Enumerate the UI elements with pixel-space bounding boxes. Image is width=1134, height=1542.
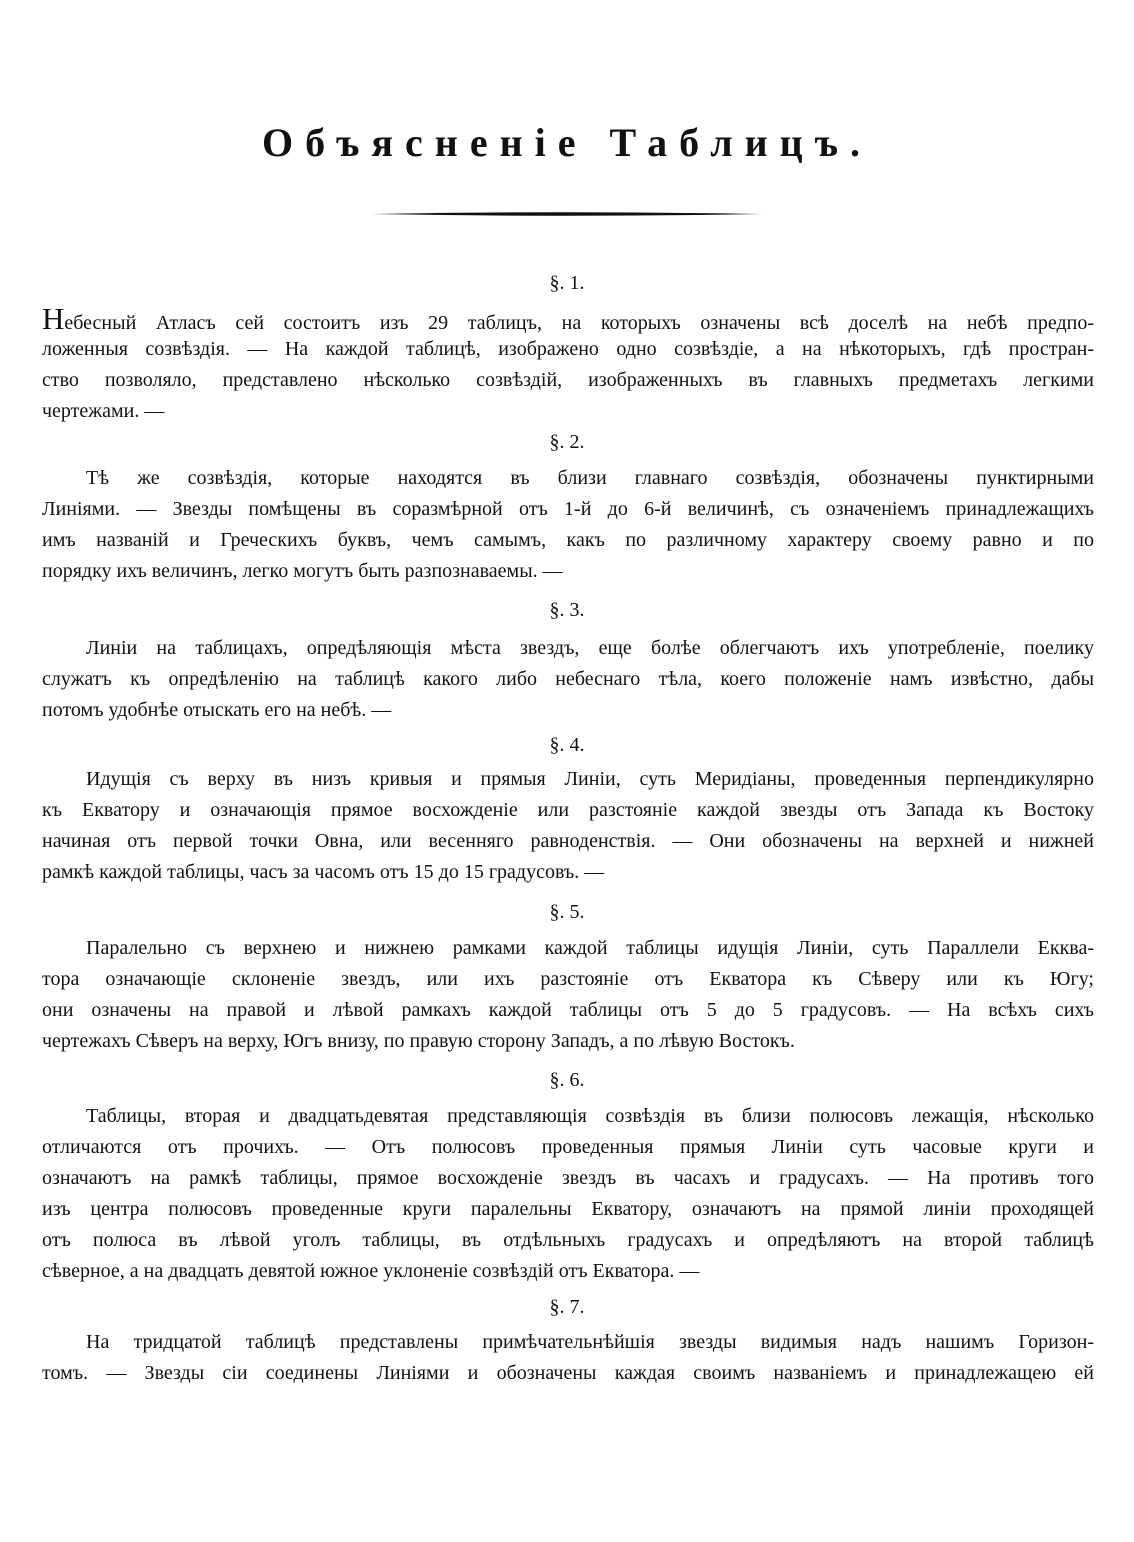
- text-line: потомъ удобнѣе отыскать его на небѣ. —: [42, 699, 392, 721]
- section-mark-2: §. 2.: [549, 431, 585, 453]
- section-4-text: [42, 764, 1094, 888]
- section-6-text: [42, 1101, 1094, 1287]
- text-line: тора означающіе склоненіе звездъ, или ихъ разстояніе отъ Екватора къ Сѣверу или къ Югу;: [42, 968, 1094, 990]
- section-mark-4: §. 4.: [549, 734, 585, 756]
- section-1-text: [42, 303, 1094, 427]
- section-7-text: [42, 1327, 1094, 1389]
- text-line: изъ центра полюсовъ проведенные круги паралельны Екватору, означаютъ на прямой линіи проходящей: [42, 1198, 1094, 1220]
- text-line: На тридцатой таблицѣ представлены примѣчательнѣйшія звезды видимыя надъ нашимъ Горизон-: [86, 1331, 1094, 1353]
- text-line: порядку ихъ величинъ, легко могутъ быть разпознаваемы. —: [42, 560, 563, 582]
- text-line: имъ названій и Греческихъ буквъ, чемъ самымъ, какъ по различному характеру своему равно и по: [42, 529, 1094, 551]
- text-line: къ Екватору и означающія прямое восхожденіе или разстояніе каждой звезды отъ Запада къ Востоку: [42, 799, 1094, 821]
- text-line-rest: ебесный Атласъ сей состоитъ изъ 29 таблицъ, на которыхъ означены всѣ доселѣ на небѣ предпо-: [64, 312, 1094, 334]
- text-line: Идущія съ верху въ низъ кривыя и прямыя Линіи, суть Меридіаны, проведенныя перпендикулярно: [86, 768, 1094, 790]
- section-mark-1: §. 1.: [549, 272, 585, 294]
- section-mark-5: §. 5.: [549, 901, 585, 923]
- text-line: томъ. — Звезды сіи соединены Линіями и обозначены каждая своимъ названіемъ и принадлежащею ей: [42, 1362, 1094, 1384]
- text-line: отъ полюса въ лѣвой уголъ таблицы, въ отдѣльныхъ градусахъ и опредѣляютъ на второй таблицѣ: [42, 1229, 1094, 1251]
- section-5-text: [42, 933, 1094, 1057]
- section-2-text: [42, 463, 1094, 587]
- section-mark-6: §. 6.: [549, 1069, 585, 1091]
- text-line: [42, 303, 1094, 334]
- section-mark-7: §. 7.: [549, 1296, 585, 1318]
- section-mark-3: §. 3.: [549, 599, 585, 621]
- text-line: Линіи на таблицахъ, опредѣляющія мѣста звездъ, еще болѣе облегчаютъ ихъ употребленіе, поелику: [86, 637, 1094, 659]
- title-rule: [372, 211, 764, 217]
- text-line: чертежами. —: [42, 400, 165, 422]
- text-line: начиная отъ первой точки Овна, или весенняго равноденствія. — Они обозначены на верхней и нижней: [42, 830, 1094, 852]
- text-line: чертежахъ Сѣверъ на верху, Югъ внизу, по правую сторону Западъ, а по лѣвую Востокъ.: [42, 1030, 795, 1052]
- text-line: означаютъ на рамкѣ таблицы, прямое восхожденіе звездъ въ часахъ и градусахъ. — На противъ того: [42, 1167, 1094, 1189]
- text-line: Паралельно съ верхнею и нижнею рамками каждой таблицы идущія Линіи, суть Параллели Екква-: [86, 937, 1094, 959]
- text-line: служатъ къ опредѣленію на таблицѣ какого либо небеснаго тѣла, коего положеніе намъ извѣстно, дабы: [42, 668, 1094, 690]
- text-line: они означены на правой и лѣвой рамкахъ каждой таблицы отъ 5 до 5 градусовъ. — На всѣхъ сихъ: [42, 999, 1094, 1021]
- text-line: рамкѣ каждой таблицы, часъ за часомъ отъ 15 до 15 градусовъ. —: [42, 861, 605, 883]
- drop-cap: Н: [42, 303, 65, 334]
- text-line: сѣверное, а на двадцать девятой южное уклоненіе созвѣздій отъ Екватора. —: [42, 1260, 700, 1282]
- text-line: отличаются отъ прочихъ. — Отъ полюсовъ проведенныя прямыя Линіи суть часовые круги и: [42, 1136, 1094, 1158]
- page-title: Объясненіе Таблицъ.: [261, 120, 873, 165]
- text-line: ложенныя созвѣздія. — На каждой таблицѣ, изображено одно созвѣздіе, а на нѣкоторыхъ, гдѣ простран-: [42, 338, 1094, 360]
- text-line: Таблицы, вторая и двадцатьдевятая представляющія созвѣздія въ близи полюсовъ лежащія, нѣсколько: [86, 1105, 1094, 1127]
- section-3-text: [42, 633, 1094, 726]
- text-line: ство позволяло, представлено нѣсколько созвѣздій, изображенныхъ въ главныхъ предметахъ легкими: [42, 369, 1094, 391]
- text-line: Линіями. — Звезды помѣщены въ соразмѣрной отъ 1-й до 6-й величинѣ, съ означеніемъ принадлежащихъ: [42, 498, 1094, 520]
- text-line: Тѣ же созвѣздія, которые находятся въ близи главнаго созвѣздія, обозначены пунктирными: [86, 467, 1094, 489]
